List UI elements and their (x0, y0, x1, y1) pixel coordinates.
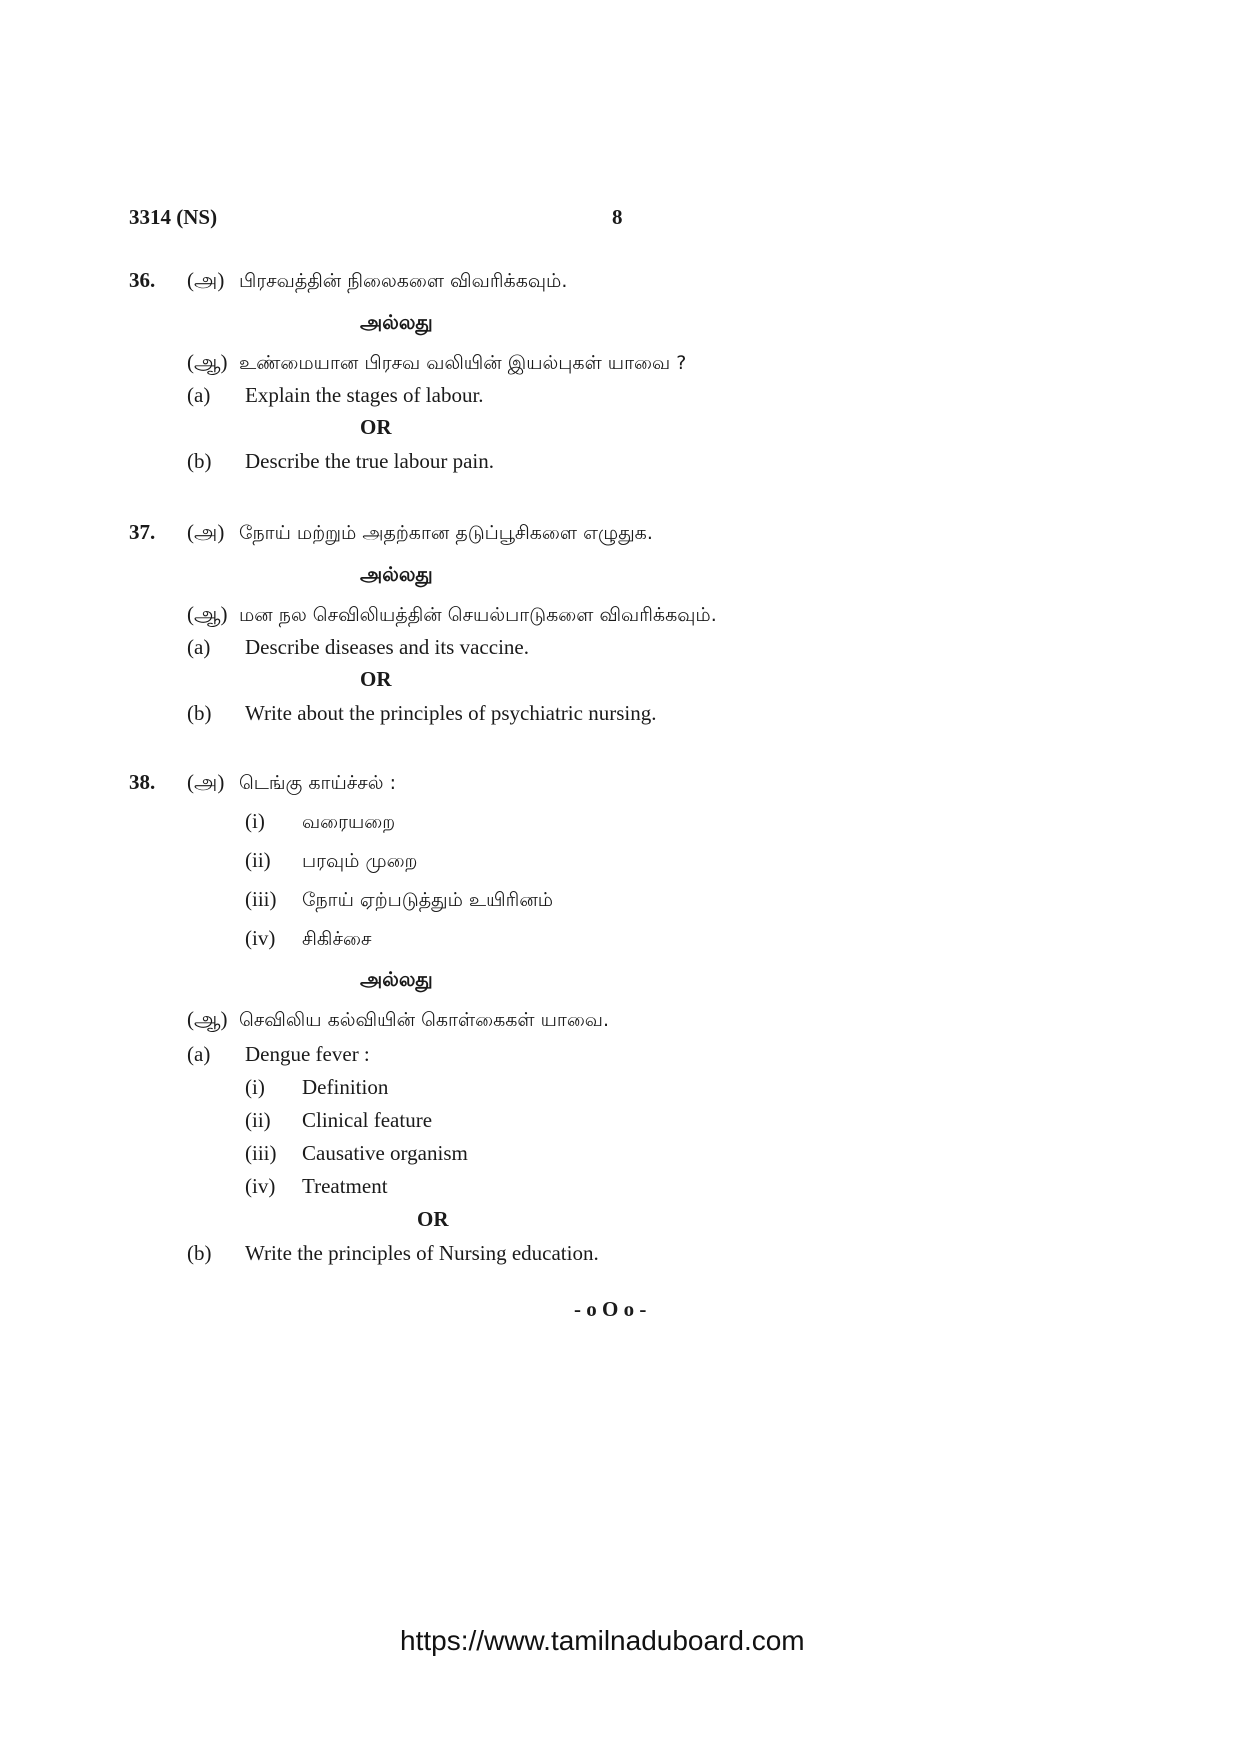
option-marker: (a) (187, 383, 211, 407)
sub-item-text-tamil: சிகிச்சை (302, 928, 372, 950)
option-text-english: Describe diseases and its vaccine. (245, 635, 529, 659)
sub-item-text-english: Clinical feature (302, 1108, 433, 1132)
option-text-tamil: செவிலிய கல்வியின் கொள்கைகள் யாவை. (239, 1009, 610, 1031)
option-marker: (அ) (187, 268, 225, 292)
sub-item-marker: (iv) (245, 1174, 276, 1198)
sub-item-text-tamil: வரையறை (302, 811, 396, 833)
sub-item-text-english: Treatment (302, 1174, 388, 1198)
sub-item-text-english: Definition (302, 1075, 389, 1099)
question-paper-code: 3314 (NS) (129, 205, 218, 229)
question-number: 38. (129, 770, 156, 794)
option-marker: (ஆ) (187, 1007, 228, 1031)
option-marker: (b) (187, 701, 212, 725)
or-tamil: அல்லது (360, 310, 433, 334)
sub-item-text-tamil: நோய் ஏற்படுத்தும் உயிரினம் (302, 889, 554, 911)
sub-item-text-english: Causative organism (302, 1141, 468, 1165)
option-marker: (அ) (187, 770, 225, 794)
option-text-tamil: மன நல செவிலியத்தின் செயல்பாடுகளை விவரிக்கவும். (239, 604, 717, 626)
or-tamil: அல்லது (360, 967, 433, 991)
option-text-tamil: டெங்கு காய்ச்சல் : (239, 772, 396, 794)
option-text-tamil: உண்மையான பிரசவ வலியின் இயல்புகள் யாவை ? (239, 352, 687, 374)
sub-item-marker: (iv) (245, 926, 276, 950)
or-tamil: அல்லது (360, 562, 433, 586)
option-text-english: Dengue fever : (245, 1042, 370, 1066)
sub-item-marker: (i) (245, 809, 265, 833)
option-marker: (ஆ) (187, 602, 228, 626)
option-marker: (அ) (187, 520, 225, 544)
sub-item-marker: (ii) (245, 848, 271, 872)
option-marker: (a) (187, 1042, 211, 1066)
option-marker: (ஆ) (187, 350, 228, 374)
option-text-english: Write about the principles of psychiatric nursing. (245, 701, 657, 725)
page-header (129, 205, 1129, 235)
or-english: OR (360, 667, 392, 691)
or-english: OR (360, 415, 392, 439)
option-marker: (b) (187, 1241, 212, 1265)
footer-url: https://www.tamilnaduboard.com (400, 1625, 805, 1656)
option-marker: (a) (187, 635, 211, 659)
page-number: 8 (612, 205, 623, 229)
or-english: OR (417, 1207, 449, 1231)
option-text-tamil: பிரசவத்தின் நிலைகளை விவரிக்கவும். (239, 270, 568, 292)
sub-item-marker: (iii) (245, 887, 277, 911)
sub-item-marker: (i) (245, 1075, 265, 1099)
option-text-english: Write the principles of Nursing education. (245, 1241, 599, 1265)
end-of-paper-mark: - o O o - (574, 1297, 647, 1321)
question-number: 36. (129, 268, 156, 292)
sub-item-marker: (ii) (245, 1108, 271, 1132)
sub-item-text-tamil: பரவும் முறை (302, 850, 418, 872)
option-text-tamil: நோய் மற்றும் அதற்கான தடுப்பூசிகளை எழுதுக. (239, 522, 653, 544)
question-number: 37. (129, 520, 156, 544)
option-text-english: Describe the true labour pain. (245, 449, 494, 473)
option-text-english: Explain the stages of labour. (245, 383, 484, 407)
option-marker: (b) (187, 449, 212, 473)
sub-item-marker: (iii) (245, 1141, 277, 1165)
